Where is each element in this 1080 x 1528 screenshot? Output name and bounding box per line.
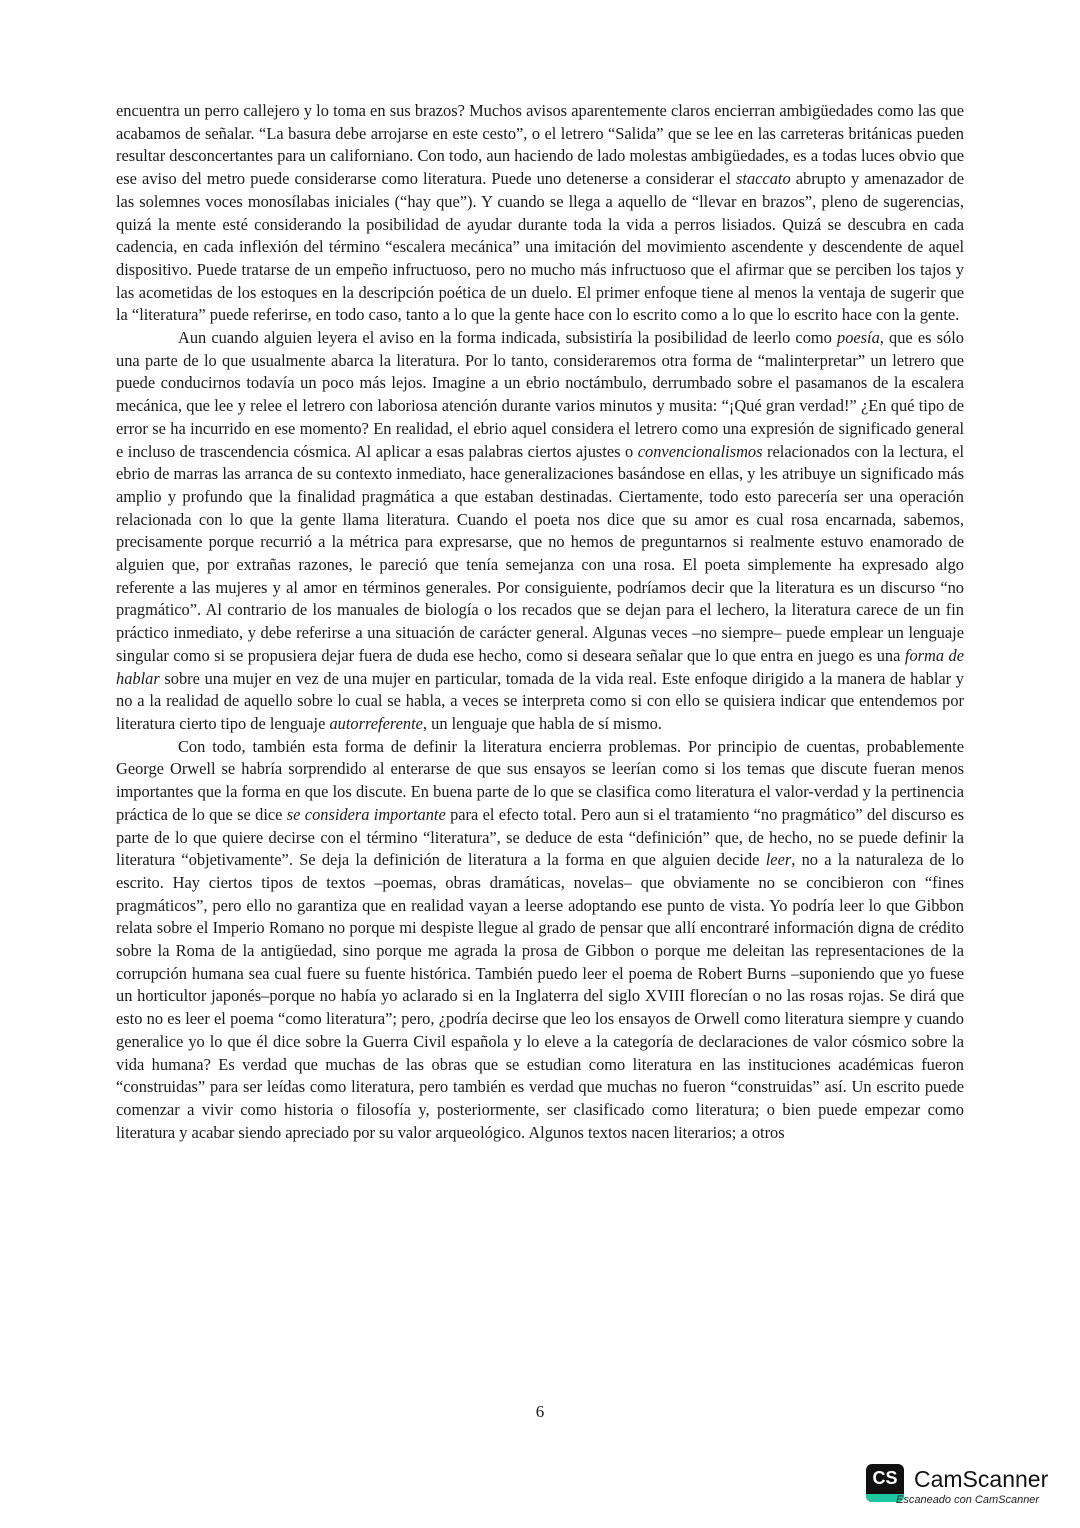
camscanner-caption: Escaneado con CamScanner (896, 1494, 1040, 1506)
text-run: para el efecto total. Pero aun si el tratamiento “no pragmático” del discurso es parte de lo que quiere decirse con el término “literatura”, se deduce de esta “definición” que, de hecho, no se puede definir la literatura “objetivamente”. Se deja la definición de literatura a la forma en que alguien decide (116, 804, 964, 870)
italic-text: autorreferente (329, 713, 423, 733)
text-run: relacionados con la lectura, el ebrio de marras las arranca de su contexto inmediato, hace generalizaciones basándose en ellas, y les atribuye un significado más amplio y profundo que la finalidad pragmática a que estaban destinadas. Ciertamente, todo esto parecería ser una operación relacionada con lo que la gente llama literatura. Cuando el poeta nos dice que su amor es cual rosa encarnada, sabemos, precisamente porque recurrió a la métrica para expresarse, que no hemos de preguntarnos si realmente estuvo enamorado de alguien que, por extrañas razones, le pareció que tenía semejanza con una rosa. El poeta simplemente ha expresado algo referente a las mujeres y al amor en términos generales. Por consiguiente, podríamos decir que la literatura es un discurso “no pragmático”. Al contrario de los manuales de biología o los recados que se dejan para el lechero, la literatura carece de un fin práctico inmediato, y debe referirse a una situación de carácter general. Algunas veces –no siempre– puede emplear un lenguaje singular como si se propusiera dejar fuera de duda ese hecho, como si deseara señalar que lo que entra en juego es una (116, 441, 964, 665)
text-run: abrupto y amenazador de las solemnes voces monosílabas iniciales (“hay que”). Y cuando se llega a aquello de “llevar en brazos”, pleno de sugerencias, quizá la mente esté considerando la posibilidad de ayudar durante toda la vida a perros lisiados. Quizá se descubra en cada cadencia, en cada inflexión del término “escalera mecánica” una imitación del movimiento ascendente y descendente de aquel dispositivo. Puede tratarse de un empeño infructuoso, pero no mucho más infructuoso que el afirmar que se perciben los tajos y las acometidas de los estoques en la descripción poética de un duelo. El primer enfoque tiene al menos la ventaja de sugerir que la “literatura” puede referirse, en todo caso, tanto a lo que la gente hace con lo escrito como a lo que lo escrito hace con la gente. (116, 169, 965, 325)
italic-text: se considera importante (286, 804, 446, 824)
text-run: sobre una mujer en vez de una mujer en particular, tomada de la vida real. Este enfoque dirigido a la manera de hablar y no a la realidad de aquello sobre lo cual se habla, a veces se interpreta como si con ello se quisiera indicar que entendemos por literatura cierto tipo de lenguaje (116, 668, 964, 733)
camscanner-brand: CamScanner (914, 1466, 1049, 1492)
paragraph (116, 736, 964, 1145)
text-run: encuentra un perro callejero y lo toma en sus brazos? Muchos avisos aparentemente claros encierran ambigüedades como las que acabamos de señalar. “La basura debe arrojarse en este cesto”, o el letrero “Salida” que se lee en las carreteras británicas pueden resultar desconcertantes para un californiano. Con todo, aun haciendo de lado molestas ambigüedades, es a todas luces obvio que ese aviso del metro puede considerarse como literatura. Puede uno detenerse a considerar el (116, 101, 964, 189)
italic-text: staccato (736, 169, 791, 189)
text-run: , un lenguaje que habla de sí mismo. (422, 713, 662, 733)
paragraph (116, 100, 964, 327)
page-number: 6 (535, 1402, 545, 1421)
text-run: Aun cuando alguien leyera el aviso en la forma indicada, subsistiría la posibilidad de leerlo como (178, 328, 837, 348)
italic-text: leer (765, 850, 792, 870)
body-text (116, 100, 964, 1144)
text-run: , que es sólo una parte de lo que usualmente abarca la literatura. Por lo tanto, consideraremos otra forma de “malinterpretar” un letrero que puede conducirnos todavía un poco más lejos. Imagine a un ebrio noctámbulo, derrumbado sobre el pasamanos de la escalera mecánica, que lee y relee el letrero con laboriosa atención durante varios minutos y musita: “¡Qué gran verdad!” ¿En qué tipo de error se ha incurrido en ese momento? En realidad, el ebrio aquel considera el letrero como una expresión de significado general e incluso de trascendencia cósmica. Al aplicar a esas palabras ciertos ajustes o (116, 328, 964, 461)
camscanner-logo-text: CS (872, 1468, 898, 1488)
italic-text: forma de hablar (116, 645, 965, 688)
italic-text: convencionalismos (637, 441, 763, 461)
text-run: , no a la naturaleza de lo escrito. Hay ciertos tipos de textos –poemas, obras dramáticas, novelas– que obviamente no se concibieron con “fines pragmáticos”, pero ello no garantiza que en realidad vayan a leerse adoptando ese punto de vista. Yo podría leer lo que Gibbon relata sobre el Imperio Romano no porque mi despiste llegue al grado de pensar que allí encontraré información digna de crédito sobre la Roma de la antigüedad, sino porque me agrada la prosa de Gibbon o porque me deleitan las representaciones de la corrupción humana sea cual fuere su fuente histórica. También puedo leer el poema de Robert Burns –suponiendo que yo fuese un horticultor japonés–porque no había yo aclarado si en la Inglaterra del siglo XVIII florecían o no las rosas rojas. Se dirá que esto no es leer el poema “como literatura”; pero, ¿podría decirse que leo los ensayos de Orwell como literatura siempre y cuando generalice yo lo que él dice sobre la Guerra Civil española y lo eleve a la categoría de declaraciones de valor cósmico sobre la vida humana? Es verdad que muchas de las obras que se estudian como literatura en las instituciones académicas fueron “construidas” para ser leídas como literatura, pero también es verdad que muchas no fueron “construidas” así. Un escrito puede comenzar a vivir como historia o filosofía y, posteriormente, ser clasificado como literatura; o bien puede empezar como literatura y acabar siendo apreciado por su valor arqueológico. Algunos textos nacen literarios; a otros (116, 850, 965, 1142)
paragraph (116, 327, 964, 736)
text-run: Con todo, también esta forma de definir la literatura encierra problemas. Por principio de cuentas, probablemente George Orwell se habría sorprendido al enterarse de que sus ensayos se leerían como si los temas que discute fueran menos importantes que la forma en que los discute. En buena parte de lo que se clasifica como literatura el valor-verdad y la pertinencia práctica de lo que se dice (116, 736, 964, 824)
italic-text: poesía (837, 328, 880, 348)
camscanner-watermark (866, 1464, 1066, 1514)
